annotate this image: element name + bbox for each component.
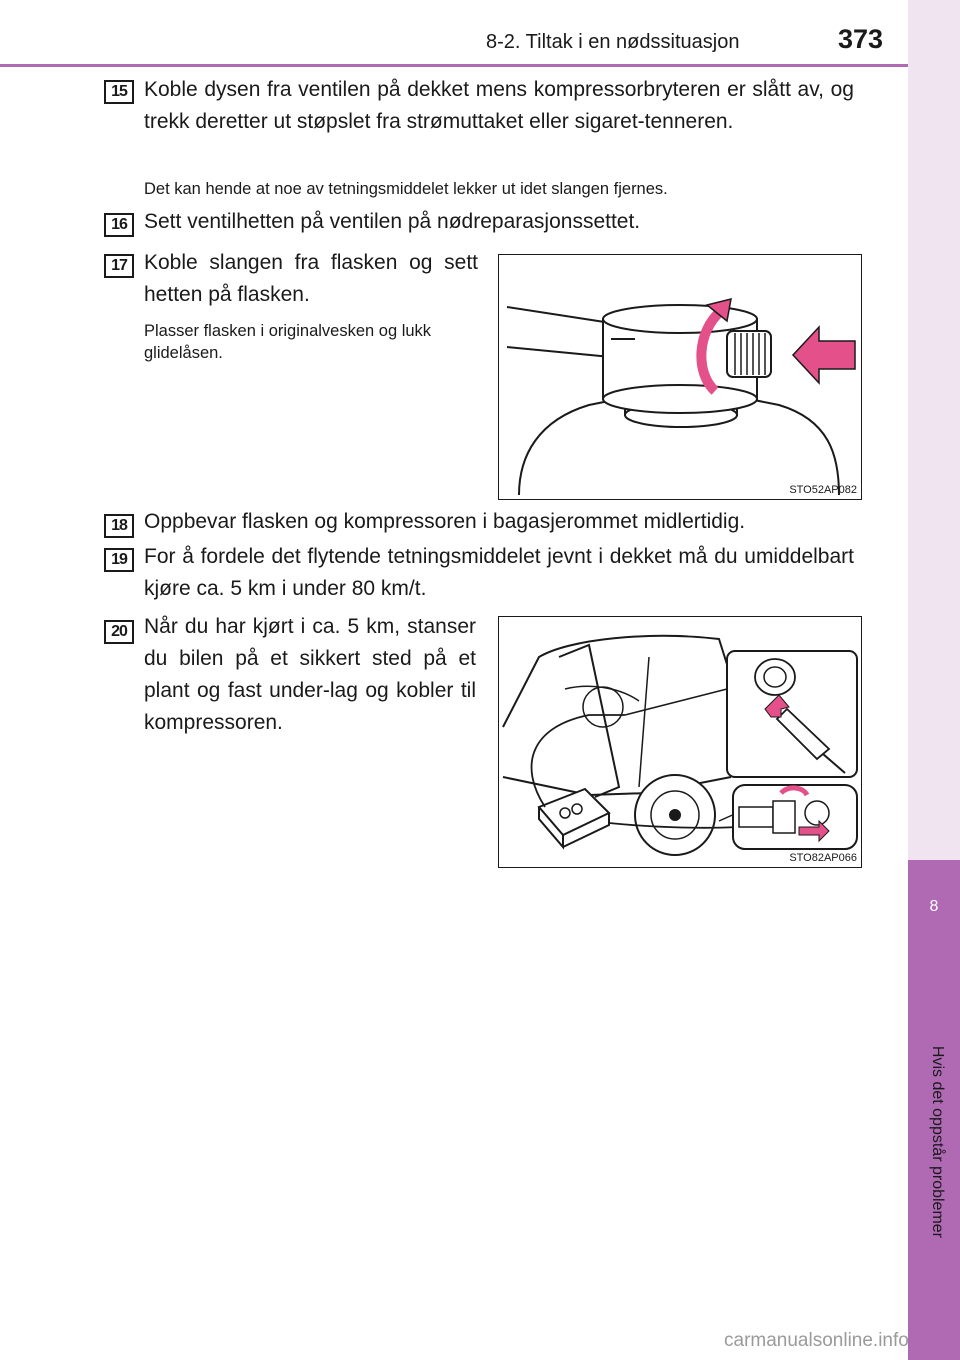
chapter-title: Hvis det oppstår problemer	[929, 1045, 946, 1238]
step-text-20: Når du har kjørt i ca. 5 km, stanser du bilen på et sikkert sted på et plant og fast under-lag og kobler til kompressoren.	[144, 615, 476, 734]
header-rule	[0, 64, 908, 67]
side-tab-light-area	[908, 0, 960, 860]
step-note-15: Det kan hende at noe av tetningsmiddelet lekker ut idet slangen fjernes.	[144, 180, 668, 198]
step-number-18: 18	[104, 514, 134, 538]
step-number-16: 16	[104, 213, 134, 237]
step-text-16: Sett ventilhetten på ventilen på nødreparasjonssettet.	[144, 210, 641, 233]
step-number-17: 17	[104, 254, 134, 278]
car-compressor-illustration	[498, 616, 862, 868]
section-title: 8-2. Tiltak i en nødssituasjon	[486, 31, 740, 53]
step-number-20: 20	[104, 620, 134, 644]
watermark: carmanualsonline.info	[724, 1330, 909, 1351]
page-number: 373	[838, 24, 884, 54]
chapter-side-tab	[908, 0, 960, 1360]
step-text-15: Koble dysen fra ventilen på dekket mens kompressorbryteren er slått av, og trekk deretter ut støpslet fra strømuttaket eller sigaret-tenneren.	[144, 78, 854, 133]
bottle-cap-drawing	[499, 255, 860, 498]
step-text-18: Oppbevar flasken og kompressoren i bagasjerommet midlertidig.	[144, 510, 746, 533]
step-text-17: Koble slangen fra flasken og sett hetten på flasken.	[144, 251, 478, 306]
step-text-19: For å fordele det flytende tetningsmiddelet jevnt i dekket må du umiddelbart kjøre ca. 5 km i under 80 km/t.	[144, 545, 854, 600]
step-number-15: 15	[104, 80, 134, 104]
step-note-17: Plasser flasken i originalvesken og lukk glidelåsen.	[144, 322, 432, 362]
step-number-19: 19	[104, 548, 134, 572]
bottle-cap-illustration	[498, 254, 862, 500]
car-compressor-drawing	[499, 617, 860, 866]
figure-code: STO52AP082	[789, 484, 857, 496]
chapter-number: 8	[929, 898, 939, 915]
figure-code: STO82AP066	[789, 852, 857, 864]
